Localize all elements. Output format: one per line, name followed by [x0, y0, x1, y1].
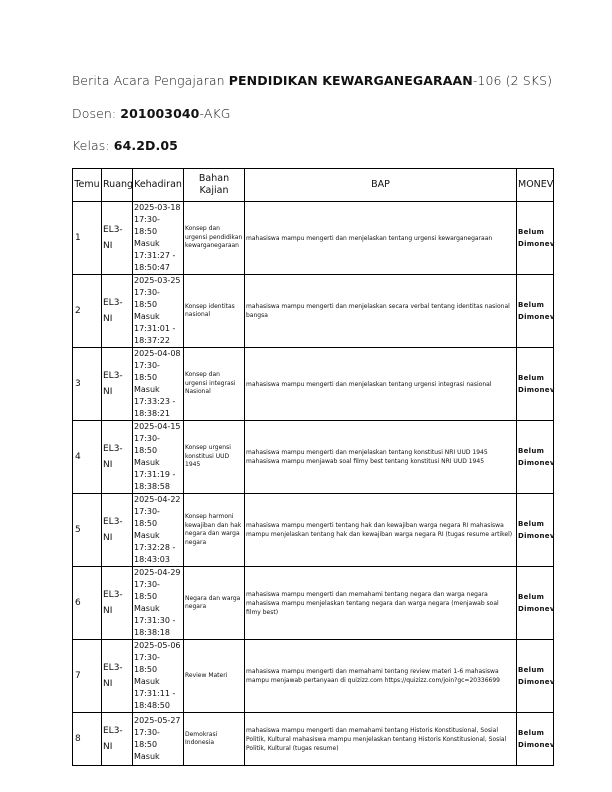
cell-bahan-kajian: Konsep dan urgensi integrasi Nasional — [184, 348, 245, 421]
cell-monev: Belum Dimonev — [517, 202, 554, 275]
cell-temu: 5 — [73, 494, 102, 567]
kehadiran-tanggal: 2025-04-15 — [134, 422, 181, 431]
course-name: PENDIDIKAN KEWARGANEGARAAN — [228, 73, 473, 88]
col-header-ruang: Ruang — [102, 169, 133, 202]
kehadiran-status: Masuk — [134, 531, 160, 540]
table-row — [73, 494, 554, 567]
course-prefix: Berita Acara Pengajaran — [72, 73, 229, 88]
cell-monev: Belum Dimonev — [517, 421, 554, 494]
cell-ruang: EL3-NI — [102, 713, 133, 766]
kehadiran-status: Masuk — [134, 752, 160, 761]
cell-monev: Belum Dimonev — [517, 348, 554, 421]
class-label: Kelas: — [72, 138, 114, 153]
kehadiran-tanggal: 2025-05-06 — [134, 641, 181, 650]
lecturer-line — [72, 106, 231, 121]
cell-ruang: EL3-NI — [102, 348, 133, 421]
kehadiran-tanggal: 2025-04-22 — [134, 495, 181, 504]
table-row — [73, 202, 554, 275]
cell-monev: Belum Dimonev — [517, 640, 554, 713]
class-value: 64.2D.05 — [113, 138, 178, 153]
table-row — [73, 640, 554, 713]
cell-kehadiran — [133, 494, 184, 567]
table-header-row — [73, 169, 554, 202]
cell-bahan-kajian: Konsep identitas nasional — [184, 275, 245, 348]
col-header-temu: Temu — [73, 169, 102, 202]
cell-bahan-kajian: Konsep dan urgensi pendidikan kewarganegaraan — [184, 202, 245, 275]
cell-ruang: EL3-NI — [102, 275, 133, 348]
kehadiran-waktu: 17:31:01 - 18:37:22 — [134, 324, 176, 345]
cell-temu: 2 — [73, 275, 102, 348]
kehadiran-status: Masuk — [134, 385, 160, 394]
cell-ruang: EL3-NI — [102, 640, 133, 713]
lecturer-label: Dosen: — [72, 106, 121, 121]
cell-bahan-kajian: Konsep harmoni kewajiban dan hak negara dan warga negara — [184, 494, 245, 567]
table-row — [73, 421, 554, 494]
kehadiran-waktu: 17:31:19 - 18:38:58 — [134, 470, 176, 491]
cell-bap: mahasiswa mampu mengerti dan menjelaskan tentang konstitusi NRI UUD 1945 mahasiswa mampu menjawab soal filmy best tentang konstitusi NRI UUD 1945 — [245, 421, 517, 494]
cell-kehadiran — [133, 275, 184, 348]
course-title-line — [72, 73, 552, 88]
kehadiran-jam: 17:30-18:50 — [134, 215, 160, 236]
kehadiran-jam: 17:30-18:50 — [134, 434, 160, 455]
kehadiran-tanggal: 2025-04-08 — [134, 349, 181, 358]
kehadiran-status: Masuk — [134, 604, 160, 613]
kehadiran-jam: 17:30-18:50 — [134, 361, 160, 382]
cell-ruang: EL3-NI — [102, 421, 133, 494]
cell-kehadiran — [133, 421, 184, 494]
table-row — [73, 275, 554, 348]
cell-kehadiran — [133, 640, 184, 713]
lecturer-id: 201003040 — [120, 106, 200, 121]
kehadiran-jam: 17:30-18:50 — [134, 288, 160, 309]
cell-monev: Belum Dimonev — [517, 275, 554, 348]
kehadiran-waktu: 17:33:23 - 18:38:21 — [134, 397, 176, 418]
cell-monev: Belum Dimonev — [517, 713, 554, 766]
cell-bap: mahasiswa mampu mengerti dan memahami tentang Historis Konstitusional, Sosial Politik, Kultural mahasiswa mampu menjelaskan tentang Historis Konstitusional, Sosial Politik, Kultural (tugas resume) — [245, 713, 517, 766]
class-line — [72, 138, 178, 153]
col-header-kehadiran: Kehadiran — [133, 169, 184, 202]
kehadiran-jam: 17:30-18:50 — [134, 728, 160, 749]
kehadiran-status: Masuk — [134, 239, 160, 248]
cell-bap: mahasiswa mampu mengerti dan memahami tentang review materi 1-6 mahasiswa mampu menjawab pertanyaan di quizizz.com https://quizizz.com/join?gc=20336699 — [245, 640, 517, 713]
kehadiran-jam: 17:30-18:50 — [134, 507, 160, 528]
cell-bap: mahasiswa mampu mengerti dan menjelaskan tentang urgensi kewarganegaraan — [245, 202, 517, 275]
kehadiran-status: Masuk — [134, 312, 160, 321]
cell-bahan-kajian: Demokrasi Indonesia — [184, 713, 245, 766]
table-row — [73, 567, 554, 640]
cell-kehadiran — [133, 713, 184, 766]
kehadiran-status: Masuk — [134, 458, 160, 467]
cell-monev: Belum Dimonev — [517, 567, 554, 640]
cell-temu: 6 — [73, 567, 102, 640]
col-header-bap: BAP — [245, 169, 517, 202]
kehadiran-waktu: 17:31:27 - 18:50:47 — [134, 251, 176, 272]
cell-bap: mahasiswa mampu mengerti dan menjelaskan tentang urgensi integrasi nasional — [245, 348, 517, 421]
cell-kehadiran — [133, 348, 184, 421]
cell-temu: 7 — [73, 640, 102, 713]
cell-ruang: EL3-NI — [102, 202, 133, 275]
cell-kehadiran — [133, 202, 184, 275]
cell-temu: 8 — [73, 713, 102, 766]
cell-bahan-kajian: Negara dan warga negara — [184, 567, 245, 640]
kehadiran-tanggal: 2025-04-29 — [134, 568, 181, 577]
cell-bap: mahasiswa mampu mengerti dan menjelaskan secara verbal tentang identitas nasional bangsa — [245, 275, 517, 348]
kehadiran-waktu: 17:31:11 - 18:48:50 — [134, 689, 176, 710]
kehadiran-jam: 17:30-18:50 — [134, 580, 160, 601]
attendance-table — [72, 168, 554, 766]
table-row — [73, 348, 554, 421]
col-header-bahan-kajian: Bahan Kajian — [184, 169, 245, 202]
kehadiran-tanggal: 2025-03-18 — [134, 203, 181, 212]
cell-temu: 1 — [73, 202, 102, 275]
cell-bap: mahasiswa mampu mengerti dan memahami tentang negara dan warga negara mahasiswa mampu menjelaskan tentang negara dan warga negara (menjawab soal filmy best) — [245, 567, 517, 640]
cell-temu: 4 — [73, 421, 102, 494]
cell-monev: Belum Dimonev — [517, 494, 554, 567]
cell-bahan-kajian: Konsep urgensi konstitusi UUD 1945 — [184, 421, 245, 494]
table-row — [73, 713, 554, 766]
col-header-monev: MONEV — [517, 169, 554, 202]
kehadiran-waktu: 17:32:28 - 18:43:03 — [134, 543, 176, 564]
cell-ruang: EL3-NI — [102, 567, 133, 640]
cell-ruang: EL3-NI — [102, 494, 133, 567]
course-suffix: -106 (2 SKS) — [472, 73, 553, 88]
kehadiran-tanggal: 2025-03-25 — [134, 276, 181, 285]
cell-kehadiran — [133, 567, 184, 640]
cell-bap: mahasiswa mampu mengerti tentang hak dan kewajiban warga negara RI mahasiswa mampu menjelaskan tentang hak dan kewajiban warga negara RI (tugas resume artikel) — [245, 494, 517, 567]
cell-temu: 3 — [73, 348, 102, 421]
kehadiran-tanggal: 2025-05-27 — [134, 716, 181, 725]
kehadiran-status: Masuk — [134, 677, 160, 686]
kehadiran-jam: 17:30-18:50 — [134, 653, 160, 674]
lecturer-code: -AKG — [199, 106, 231, 121]
cell-bahan-kajian: Review Materi — [184, 640, 245, 713]
kehadiran-waktu: 17:31:30 - 18:38:18 — [134, 616, 176, 637]
table-body — [73, 202, 554, 766]
